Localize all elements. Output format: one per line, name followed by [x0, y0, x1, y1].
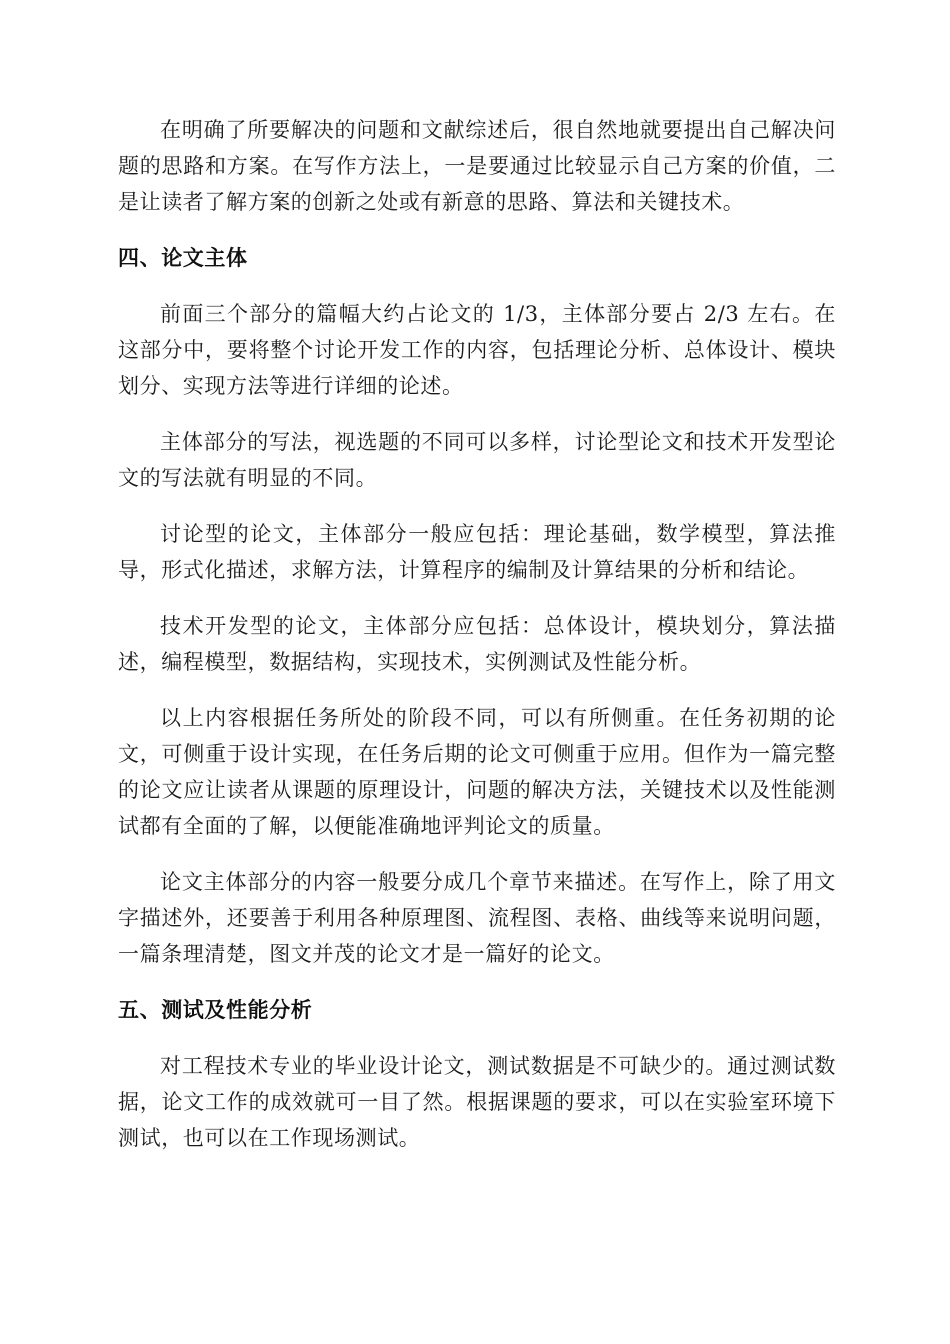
document-body	[118, 112, 836, 1176]
paragraph: 讨论型的论文，主体部分一般应包括：理论基础，数学模型，算法推导，形式化描述，求解方法，计算程序的编制及计算结果的分析和结论。	[118, 522, 836, 582]
section-heading-main-body: 四、论文主体	[118, 246, 248, 270]
paragraph: 对工程技术专业的毕业设计论文，测试数据是不可缺少的。通过测试数据，论文工作的成效就可一目了然。根据课题的要求，可以在实验室环境下测试，也可以在工作现场测试。	[118, 1054, 836, 1150]
paragraph: 以上内容根据任务所处的阶段不同，可以有所侧重。在任务初期的论文，可侧重于设计实现，在任务后期的论文可侧重于应用。但作为一篇完整的论文应让读者从课题的原理设计，问题的解决方法，关键技术以及性能测试都有全面的了解，以便能准确地评判论文的质量。	[118, 706, 836, 838]
section-heading-testing: 五、测试及性能分析	[118, 998, 313, 1022]
paragraph: 论文主体部分的内容一般要分成几个章节来描述。在写作上，除了用文字描述外，还要善于利用各种原理图、流程图、表格、曲线等来说明问题，一篇条理清楚，图文并茂的论文才是一篇好的论文。	[118, 870, 836, 966]
paragraph: 技术开发型的论文，主体部分应包括：总体设计，模块划分，算法描述，编程模型，数据结构，实现技术，实例测试及性能分析。	[118, 614, 836, 674]
intro-paragraph: 在明确了所要解决的问题和文献综述后，很自然地就要提出自己解决问题的思路和方案。在写作方法上，一是要通过比较显示自己方案的价值，二是让读者了解方案的创新之处或有新意的思路、算法和关键技术。	[118, 118, 836, 214]
paragraph: 前面三个部分的篇幅大约占论文的 1/3，主体部分要占 2/3 左右。在这部分中，要将整个讨论开发工作的内容，包括理论分析、总体设计、模块划分、实现方法等进行详细的论述。	[118, 302, 836, 398]
paragraph: 主体部分的写法，视选题的不同可以多样，讨论型论文和技术开发型论文的写法就有明显的不同。	[118, 430, 836, 490]
